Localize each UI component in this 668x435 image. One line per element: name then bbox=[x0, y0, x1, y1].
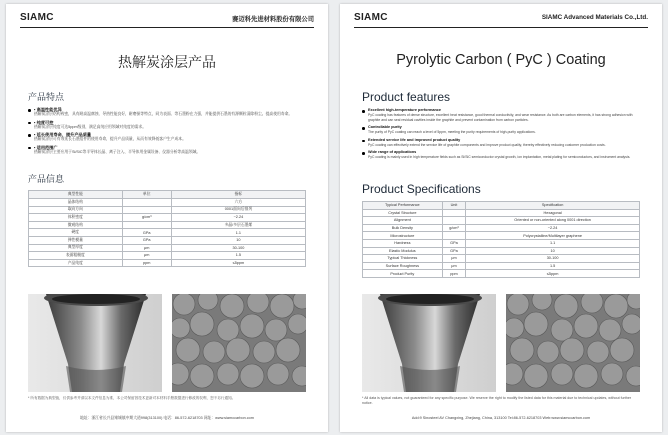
table-cell: 典型厚度 bbox=[29, 244, 123, 252]
company-logo: SIAMC bbox=[354, 12, 388, 23]
table-cell: Microstructure bbox=[363, 232, 443, 240]
table-cell: 六方 bbox=[171, 198, 305, 206]
table-cell: 表面粗糙度 bbox=[29, 252, 123, 260]
feature-item: ▪ 纯度可控 热解炭涂层纯度可达5ppm级别，满足高纯应用领域对纯度的需求。 bbox=[28, 120, 306, 130]
table-row bbox=[363, 217, 640, 225]
table-cell bbox=[442, 232, 466, 240]
table-cell: μm bbox=[442, 262, 466, 270]
sem-micrograph bbox=[172, 294, 306, 392]
page-title: Pyrolytic Carbon ( PyC ) Coating bbox=[396, 52, 606, 68]
table-row bbox=[29, 198, 306, 206]
table-row bbox=[363, 270, 640, 278]
feature-item: Wide range of applications PyC coating is mainly used in high temperature fields such as Si/SiC semiconductor crystal growth, ion implantation, metal plating for semiconductors, and instrument analysis. bbox=[362, 150, 640, 160]
table-cell: μm bbox=[122, 252, 171, 260]
table-header-cell: Typical Performance bbox=[363, 201, 443, 209]
table-row bbox=[29, 221, 306, 229]
table-cell: Polycrystalline/Multilayer graphene bbox=[466, 232, 640, 240]
table-header-cell: Specification bbox=[466, 201, 640, 209]
table-cell: GPa bbox=[442, 239, 466, 247]
table-row bbox=[363, 255, 640, 263]
feature-item: Extended service life and improved product quality PyC coating can effectively extend the service life of graphite components and improve product quality, thereby effectively reducing customer production costs. bbox=[362, 138, 640, 148]
page-footer: Add:9 Sinosteel AV Changxing, Zhejiang, China, 313100 Tel:86-572-6218703 Web:www.siamccarbon.com bbox=[411, 416, 591, 420]
company-logo: SIAMC bbox=[20, 12, 54, 23]
table-header-cell: Unit bbox=[442, 201, 466, 209]
table-cell: 多晶/多层石墨烯 bbox=[171, 221, 305, 229]
table-cell: μm bbox=[122, 244, 171, 252]
table-row bbox=[363, 239, 640, 247]
chinese-datasheet-page bbox=[6, 4, 328, 432]
table-row bbox=[363, 262, 640, 270]
table-row bbox=[29, 244, 306, 252]
specs-table bbox=[362, 201, 640, 278]
product-images bbox=[362, 294, 640, 392]
features-heading: Product features bbox=[362, 90, 451, 104]
table-row bbox=[363, 224, 640, 232]
table-row bbox=[363, 232, 640, 240]
feature-item: ▪ 适用范围广 热解炭涂层主要应用于Si/SiC等半导体长晶、离子注入、半导体用金属设备、仪器分析等高温领域。 bbox=[28, 145, 306, 155]
table-cell: 1.1 bbox=[171, 229, 305, 237]
table-cell: Crystal Structure bbox=[363, 209, 443, 217]
table-row bbox=[29, 236, 306, 244]
table-cell: GPa bbox=[122, 236, 171, 244]
table-cell: g/cm³ bbox=[442, 224, 466, 232]
page-header bbox=[20, 4, 314, 28]
table-cell: ≤5ppm bbox=[171, 259, 305, 267]
table-cell: ≤5ppm bbox=[466, 270, 640, 278]
feature-item: Controllable purity The purity of PyC coating can reach a level of 5ppm, meeting the purity requirements of high-purity applications. bbox=[362, 125, 640, 135]
table-cell: 产品纯度 bbox=[29, 259, 123, 267]
table-cell: 1.5 bbox=[466, 262, 640, 270]
table-row bbox=[363, 209, 640, 217]
disclaimer-note: * 所有数据为典型值，仅供参考并请以本文件信息为准，本公司保留因技术更新对本材料手册数据进行修改的权利，恕不另行通知。 bbox=[28, 396, 236, 400]
table-row bbox=[363, 247, 640, 255]
table-cell: Hexagonal bbox=[466, 209, 640, 217]
table-cell: g/cm³ bbox=[122, 214, 171, 222]
table-header-cell: 单位 bbox=[122, 191, 171, 199]
table-cell: GPa bbox=[442, 247, 466, 255]
page-header bbox=[354, 4, 648, 28]
table-cell: Product Purity bbox=[363, 270, 443, 278]
product-images bbox=[28, 294, 306, 392]
table-cell: Elastic Modulus bbox=[363, 247, 443, 255]
crucible-photo bbox=[28, 294, 162, 392]
table-row bbox=[363, 201, 640, 209]
table-cell: 30-100 bbox=[466, 255, 640, 263]
table-cell: Alignment bbox=[363, 217, 443, 225]
table-cell: 10 bbox=[171, 236, 305, 244]
table-header-cell: 指标 bbox=[171, 191, 305, 199]
table-row bbox=[29, 259, 306, 267]
features-list bbox=[28, 107, 306, 154]
table-row bbox=[29, 252, 306, 260]
table-cell: ~2.24 bbox=[171, 214, 305, 222]
crucible-photo bbox=[362, 294, 496, 392]
table-cell: 微观结构 bbox=[29, 221, 123, 229]
table-cell: 1.5 bbox=[171, 252, 305, 260]
features-list bbox=[362, 108, 640, 160]
table-row bbox=[29, 191, 306, 199]
table-cell: Surface Roughness bbox=[363, 262, 443, 270]
page-title: 热解炭涂层产品 bbox=[118, 54, 216, 70]
table-cell: 0001面向后排列 bbox=[171, 206, 305, 214]
table-cell: 30-100 bbox=[171, 244, 305, 252]
table-cell bbox=[122, 206, 171, 214]
table-cell: 1.1 bbox=[466, 239, 640, 247]
table-cell bbox=[442, 209, 466, 217]
table-cell: Hardness bbox=[363, 239, 443, 247]
table-cell: 晶体结构 bbox=[29, 198, 123, 206]
table-row bbox=[29, 206, 306, 214]
company-name: 赛迈科先进材料股份有限公司 bbox=[232, 16, 314, 23]
features-heading: 产品特点 bbox=[28, 92, 65, 102]
company-name: SIAMC Advanced Materials Co.,Ltd. bbox=[541, 14, 648, 21]
table-cell: Bulk Density bbox=[363, 224, 443, 232]
sem-micrograph bbox=[506, 294, 640, 392]
specs-heading: Product Specifications bbox=[362, 181, 481, 196]
table-cell: GPa bbox=[122, 229, 171, 237]
table-cell: 体积密度 bbox=[29, 214, 123, 222]
specs-heading: 产品信息 bbox=[28, 174, 65, 185]
feature-item: ▪ 高温性能优异 热解炭涂层结构致密，具有耐高温腐蚀、导热性能良好，耐磨损等特点，同为表面、等石墨粉在力强，并能提供石墨的有源颗粒清除粉尘。提高使用寿命。 bbox=[28, 107, 306, 117]
table-row bbox=[29, 229, 306, 237]
table-cell: μm bbox=[442, 255, 466, 263]
specs-table bbox=[28, 190, 306, 267]
page-footer: 地址：浙江省长兴县雉城镇中期大道998(313100) 电话：86-572-6218703 网址：www.siamccarbon.com bbox=[80, 416, 254, 420]
table-cell bbox=[122, 198, 171, 206]
table-cell: 10 bbox=[466, 247, 640, 255]
english-datasheet-page bbox=[340, 4, 662, 432]
disclaimer-note: * All data is typical values, not guaranteed for any specific purpose. We reserve the right to modify the listed data for this material due to technical updates, without further notice. bbox=[362, 396, 632, 405]
table-cell: 弹性模量 bbox=[29, 236, 123, 244]
table-cell: 硬度 bbox=[29, 229, 123, 237]
feature-item: Excellent high-temperature performance PyC coating has features of dense structure, excellent heat resistance, good thermal conductivity, and wear resistance. As both are carbon elements, it has strong adhesion with graphite and can seal residual cavities inside the graphite and prevent contamination from carbon particles. bbox=[362, 108, 640, 122]
table-cell: ppm bbox=[122, 259, 171, 267]
table-cell bbox=[122, 221, 171, 229]
table-cell: Oriented or non-oriented along 0001 direction bbox=[466, 217, 640, 225]
table-cell bbox=[442, 217, 466, 225]
table-cell: ppm bbox=[442, 270, 466, 278]
feature-item: ▪ 延长使用寿命，提升产品质量 热解炭涂层可有效延长石墨组件的使用寿命，提升产品质量，从而有效降低客户生产成本。 bbox=[28, 132, 306, 142]
table-cell: 取向方向 bbox=[29, 206, 123, 214]
table-cell: ~2.24 bbox=[466, 224, 640, 232]
table-header-cell: 典型性能 bbox=[29, 191, 123, 199]
table-cell: Typical Thickness bbox=[363, 255, 443, 263]
table-row bbox=[29, 214, 306, 222]
